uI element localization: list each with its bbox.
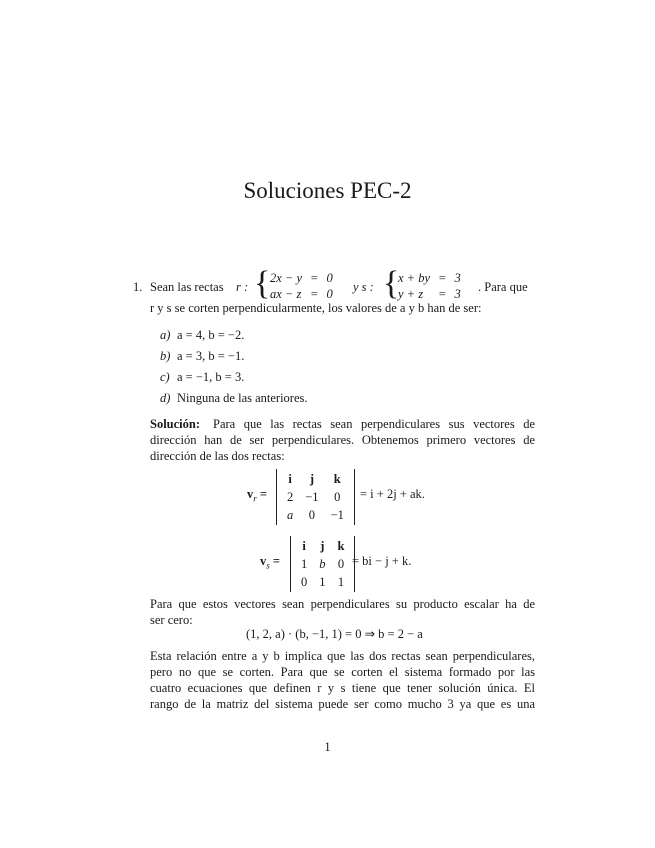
r-eq2-op: =: [310, 287, 319, 301]
solution-line-2: dirección han de ser perpendiculares. Obtenemos primero vectores de: [150, 433, 535, 447]
r-brace: {: [254, 265, 271, 302]
para-que: . Para que: [478, 280, 528, 294]
option-d-text: Ninguna de las anteriores.: [177, 391, 308, 405]
r-system: [266, 270, 337, 302]
vr-lhs: $v_r$ =: [247, 487, 268, 504]
r-eq1-op: =: [310, 271, 319, 285]
vs-determinant: [290, 536, 355, 592]
s-eq1-lhs: x + by: [398, 271, 431, 285]
option-b-label: b): [160, 349, 171, 363]
vs-rhs: = bi − j + k.: [352, 554, 412, 568]
s-label: y s :: [353, 280, 374, 294]
vr-cell: k: [333, 472, 341, 486]
option-a-text: a = 4, b = −2.: [177, 328, 245, 342]
vs-lhs: $v_s$ =: [260, 554, 281, 571]
problem-number: 1.: [133, 280, 143, 294]
s-system: [394, 270, 465, 302]
vs-cell: 1: [319, 575, 326, 589]
solution-line-6: Esta relación entre a y b implica que las dos rectas sean perpendiculares,: [150, 649, 535, 663]
vr-determinant: [276, 469, 355, 525]
vr-cell: j: [309, 472, 314, 486]
solution-heading: Solución:: [150, 417, 201, 431]
vs-cell: i: [302, 539, 306, 553]
solution-line-7: pero no que se corten. Para que se corten el sistema formado por las: [150, 665, 535, 679]
vr-symbol: v: [247, 487, 254, 501]
s-eq2-lhs: y + z: [398, 287, 424, 301]
solution-line-3: dirección de las dos rectas:: [150, 449, 285, 463]
s-eq1-op: =: [438, 271, 447, 285]
vr-cell: 0: [334, 490, 341, 504]
vs-cell: 0: [301, 575, 308, 589]
r-label: r :: [236, 280, 249, 294]
vr-cell: −1: [330, 508, 344, 522]
vr-cell: −1: [305, 490, 319, 504]
solution-line-8: cuatro ecuaciones que definen r y s tiene que tener solución única. El: [150, 681, 535, 695]
vr-cell: 2: [287, 490, 294, 504]
problem-line2: r y s se corten perpendicularmente, los valores de a y b han de ser:: [150, 301, 482, 315]
r-eq1-rhs: 0: [326, 271, 333, 285]
r-eq2-lhs: ax − z: [270, 287, 302, 301]
option-a-label: a): [160, 328, 171, 342]
vs-cell: j: [320, 539, 325, 553]
option-b-text: a = 3, b = −1.: [177, 349, 245, 363]
r-eq1-lhs: 2x − y: [270, 271, 303, 285]
vs-cell: b: [319, 557, 326, 571]
solution-line-5: ser cero:: [150, 613, 193, 627]
vr-cell: a: [287, 508, 294, 522]
vs-subscript: s: [266, 560, 270, 571]
r-eq2-rhs: 0: [326, 287, 333, 301]
problem-intro: Sean las rectas: [150, 280, 224, 294]
solution-line-1: Para que las rectas sean perpendiculares sus vectores de: [213, 417, 535, 431]
vr-cell: 0: [308, 508, 316, 522]
vs-cell: 0: [337, 557, 345, 571]
s-eq2-op: =: [438, 287, 447, 301]
vs-symbol: v: [260, 554, 267, 568]
vr-rhs: = i + 2j + ak.: [360, 487, 425, 501]
s-brace: {: [383, 265, 400, 302]
page-number: 1: [324, 740, 331, 754]
solution-line-4: Para que estos vectores sean perpendiculares su producto escalar ha de: [150, 597, 535, 611]
option-d-label: d): [160, 391, 171, 405]
option-c-text: a = −1, b = 3.: [177, 370, 245, 384]
s-eq2-rhs: 3: [454, 287, 461, 301]
vr-subscript: r: [253, 493, 257, 504]
solution-line-9: rango de la matriz del sistema puede ser como mucho 3 ya que es una: [150, 697, 535, 711]
dot-product-equation: (1, 2, a) · (b, −1, 1) = 0 ⇒ b = 2 − a: [246, 627, 423, 641]
s-eq1-rhs: 3: [454, 271, 461, 285]
option-c-label: c): [160, 370, 170, 384]
vs-cell: 1: [301, 557, 308, 571]
vs-cell: k: [337, 539, 345, 553]
vr-cell: i: [288, 472, 292, 486]
vs-cell: 1: [337, 575, 345, 589]
page-title: Soluciones PEC-2: [243, 178, 412, 203]
